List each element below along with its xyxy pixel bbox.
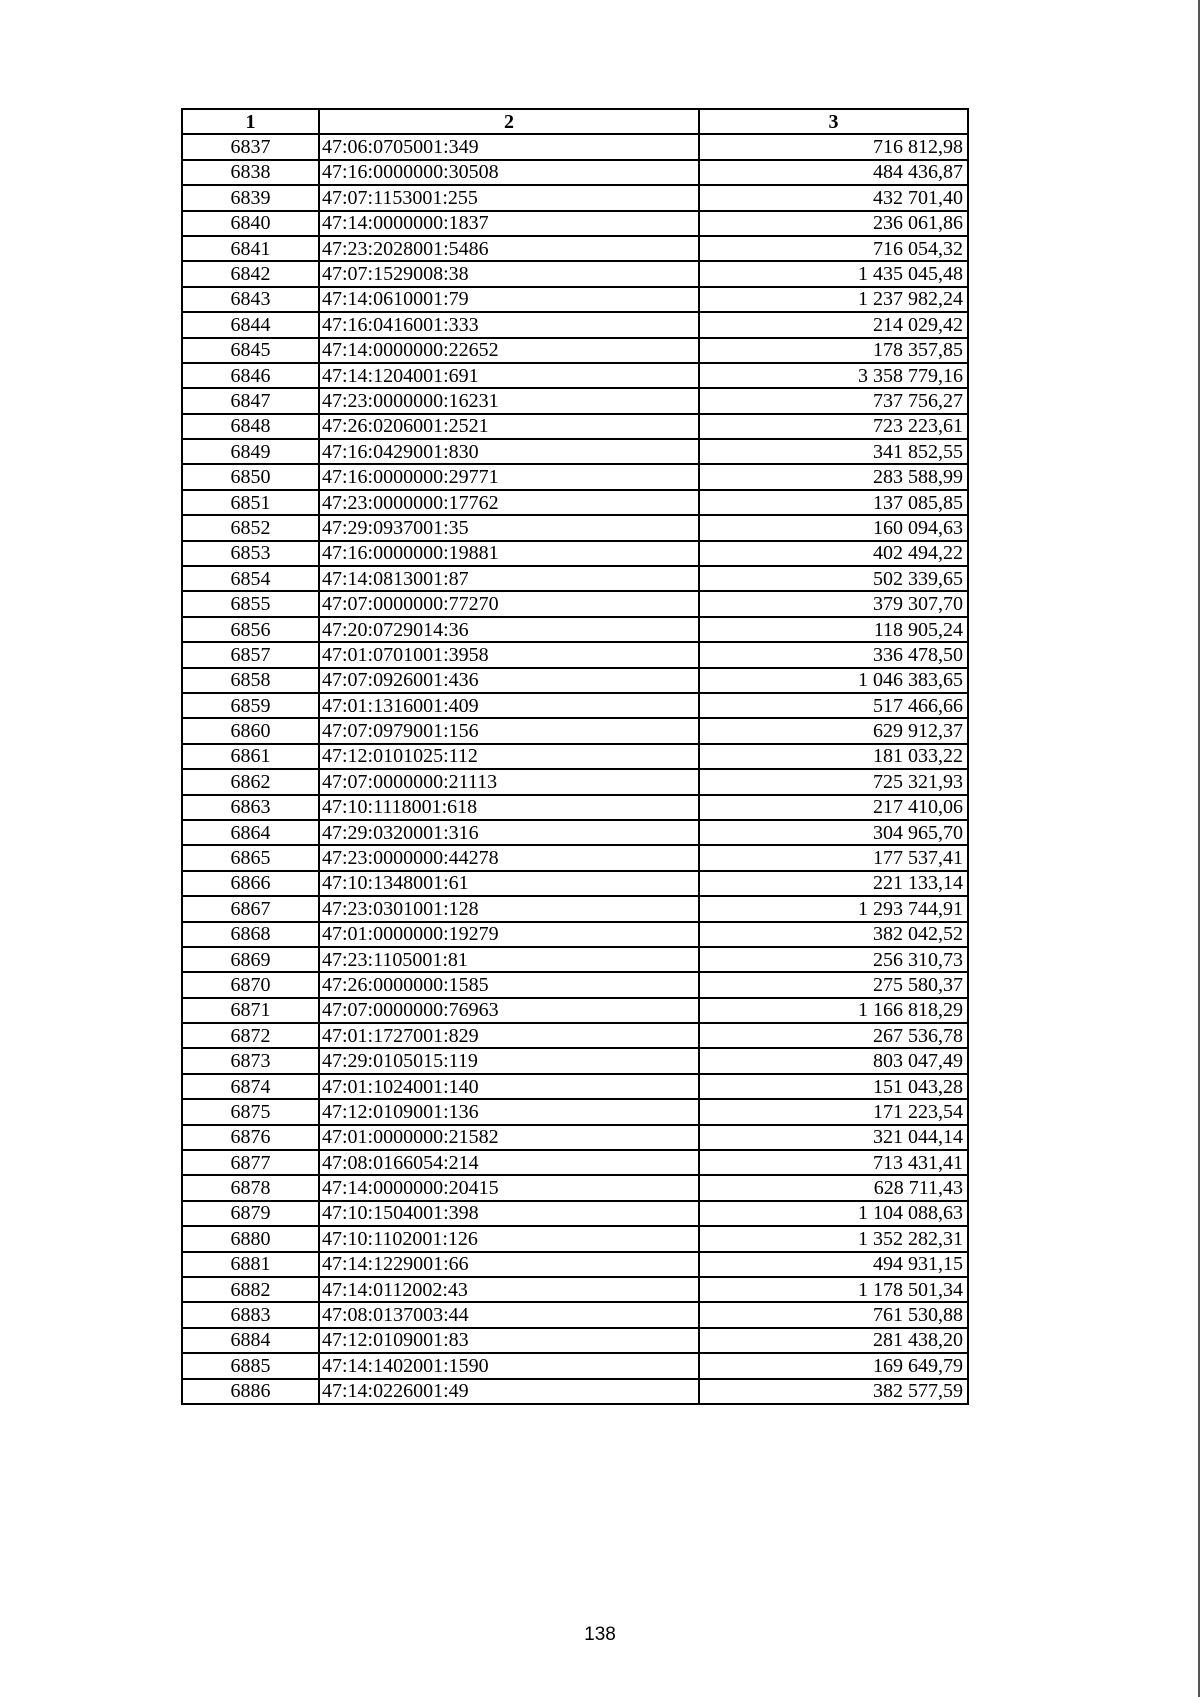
value-cell: 275 580,37 [699,972,968,997]
table-row [182,668,968,693]
row-number-cell: 6869 [182,947,319,972]
value-cell: 713 431,41 [699,1150,968,1175]
table-row [182,1226,968,1251]
table-row [182,1252,968,1277]
row-number-cell: 6858 [182,668,319,693]
data-table [181,108,969,1405]
value-cell: 382 577,59 [699,1379,968,1404]
table-row [182,1023,968,1048]
cadastral-number-cell: 47:01:1316001:409 [319,693,699,718]
table-row [182,185,968,210]
cadastral-number-cell: 47:20:0729014:36 [319,617,699,642]
row-number-cell: 6886 [182,1379,319,1404]
value-cell: 629 912,37 [699,718,968,743]
cadastral-number-cell: 47:29:0320001:316 [319,820,699,845]
row-number-cell: 6860 [182,718,319,743]
table-row [182,261,968,286]
table-row [182,871,968,896]
value-cell: 517 466,66 [699,693,968,718]
row-number-cell: 6846 [182,363,319,388]
table-row [182,795,968,820]
row-number-cell: 6851 [182,490,319,515]
cadastral-number-cell: 47:23:0301001:128 [319,896,699,921]
value-cell: 341 852,55 [699,439,968,464]
table-row [182,388,968,413]
value-cell: 160 094,63 [699,515,968,540]
value-cell: 382 042,52 [699,922,968,947]
value-cell: 502 339,65 [699,566,968,591]
row-number-cell: 6863 [182,795,319,820]
table-row [182,1277,968,1302]
value-cell: 1 166 818,29 [699,998,968,1023]
column-header-2: 2 [319,109,699,134]
row-number-cell: 6885 [182,1353,319,1378]
table-row [182,845,968,870]
cadastral-number-cell: 47:07:0979001:156 [319,718,699,743]
value-cell: 236 061,86 [699,211,968,236]
cadastral-number-cell: 47:10:1504001:398 [319,1201,699,1226]
cadastral-number-cell: 47:16:0000000:30508 [319,160,699,185]
cadastral-number-cell: 47:23:0000000:17762 [319,490,699,515]
row-number-cell: 6864 [182,820,319,845]
cadastral-number-cell: 47:14:1229001:66 [319,1252,699,1277]
table-row [182,464,968,489]
table-row [182,1201,968,1226]
cadastral-number-cell: 47:29:0105015:119 [319,1048,699,1073]
cadastral-number-cell: 47:01:0701001:3958 [319,642,699,667]
cadastral-number-cell: 47:14:1204001:691 [319,363,699,388]
value-cell: 761 530,88 [699,1302,968,1327]
row-number-cell: 6872 [182,1023,319,1048]
cadastral-number-cell: 47:12:0101025:112 [319,744,699,769]
table-row [182,414,968,439]
header-row [182,109,968,134]
table-row [182,363,968,388]
row-number-cell: 6880 [182,1226,319,1251]
value-cell: 181 033,22 [699,744,968,769]
column-header-1: 1 [182,109,319,134]
cadastral-number-cell: 47:10:1102001:126 [319,1226,699,1251]
cadastral-number-cell: 47:06:0705001:349 [319,134,699,159]
table-row [182,160,968,185]
cadastral-number-cell: 47:08:0137003:44 [319,1302,699,1327]
cadastral-number-cell: 47:12:0109001:83 [319,1328,699,1353]
value-cell: 432 701,40 [699,185,968,210]
row-number-cell: 6861 [182,744,319,769]
table-header [182,109,968,134]
value-cell: 1 293 744,91 [699,896,968,921]
cadastral-number-cell: 47:23:2028001:5486 [319,236,699,261]
table-row [182,236,968,261]
value-cell: 402 494,22 [699,541,968,566]
row-number-cell: 6859 [182,693,319,718]
value-cell: 725 321,93 [699,769,968,794]
cadastral-number-cell: 47:14:0000000:22652 [319,338,699,363]
table-row [182,566,968,591]
value-cell: 3 358 779,16 [699,363,968,388]
row-number-cell: 6877 [182,1150,319,1175]
table-row [182,490,968,515]
table-row [182,1150,968,1175]
value-cell: 1 435 045,48 [699,261,968,286]
value-cell: 1 104 088,63 [699,1201,968,1226]
cadastral-number-cell: 47:16:0000000:29771 [319,464,699,489]
cadastral-number-cell: 47:23:1105001:81 [319,947,699,972]
row-number-cell: 6841 [182,236,319,261]
row-number-cell: 6879 [182,1201,319,1226]
cadastral-number-cell: 47:07:1153001:255 [319,185,699,210]
row-number-cell: 6840 [182,211,319,236]
table-row [182,1099,968,1124]
table-row [182,718,968,743]
table-row [182,312,968,337]
cadastral-number-cell: 47:07:1529008:38 [319,261,699,286]
value-cell: 177 537,41 [699,845,968,870]
row-number-cell: 6845 [182,338,319,363]
value-cell: 1 046 383,65 [699,668,968,693]
value-cell: 217 410,06 [699,795,968,820]
cadastral-number-cell: 47:14:0610001:79 [319,287,699,312]
table-row [182,591,968,616]
value-cell: 321 044,14 [699,1125,968,1150]
table-row [182,439,968,464]
table-row [182,998,968,1023]
cadastral-number-cell: 47:29:0937001:35 [319,515,699,540]
value-cell: 737 756,27 [699,388,968,413]
value-cell: 221 133,14 [699,871,968,896]
row-number-cell: 6870 [182,972,319,997]
row-number-cell: 6884 [182,1328,319,1353]
value-cell: 281 438,20 [699,1328,968,1353]
table-row [182,1048,968,1073]
table-row [182,287,968,312]
value-cell: 336 478,50 [699,642,968,667]
cadastral-number-cell: 47:14:0000000:20415 [319,1175,699,1200]
cadastral-number-cell: 47:01:0000000:19279 [319,922,699,947]
row-number-cell: 6873 [182,1048,319,1073]
table-row [182,820,968,845]
value-cell: 267 536,78 [699,1023,968,1048]
row-number-cell: 6848 [182,414,319,439]
row-number-cell: 6850 [182,464,319,489]
row-number-cell: 6855 [182,591,319,616]
cadastral-number-cell: 47:10:1348001:61 [319,871,699,896]
value-cell: 169 649,79 [699,1353,968,1378]
cadastral-number-cell: 47:12:0109001:136 [319,1099,699,1124]
value-cell: 256 310,73 [699,947,968,972]
value-cell: 484 436,87 [699,160,968,185]
table-row [182,1175,968,1200]
row-number-cell: 6871 [182,998,319,1023]
row-number-cell: 6837 [182,134,319,159]
row-number-cell: 6878 [182,1175,319,1200]
table-row [182,541,968,566]
value-cell: 304 965,70 [699,820,968,845]
row-number-cell: 6868 [182,922,319,947]
value-cell: 1 352 282,31 [699,1226,968,1251]
table-row [182,211,968,236]
row-number-cell: 6847 [182,388,319,413]
value-cell: 379 307,70 [699,591,968,616]
row-number-cell: 6865 [182,845,319,870]
row-number-cell: 6866 [182,871,319,896]
table-row [182,1379,968,1404]
cadastral-number-cell: 47:14:1402001:1590 [319,1353,699,1378]
row-number-cell: 6857 [182,642,319,667]
table-row [182,1302,968,1327]
cadastral-number-cell: 47:14:0112002:43 [319,1277,699,1302]
value-cell: 283 588,99 [699,464,968,489]
row-number-cell: 6844 [182,312,319,337]
table-row [182,947,968,972]
row-number-cell: 6852 [182,515,319,540]
table-row [182,617,968,642]
row-number-cell: 6862 [182,769,319,794]
cadastral-number-cell: 47:07:0000000:77270 [319,591,699,616]
value-cell: 716 054,32 [699,236,968,261]
cadastral-number-cell: 47:07:0000000:76963 [319,998,699,1023]
table-row [182,922,968,947]
row-number-cell: 6854 [182,566,319,591]
table-row [182,972,968,997]
cadastral-number-cell: 47:26:0206001:2521 [319,414,699,439]
table-row [182,642,968,667]
row-number-cell: 6838 [182,160,319,185]
cadastral-number-cell: 47:23:0000000:16231 [319,388,699,413]
cadastral-number-cell: 47:01:1024001:140 [319,1074,699,1099]
cadastral-number-cell: 47:14:0813001:87 [319,566,699,591]
table-row [182,693,968,718]
value-cell: 178 357,85 [699,338,968,363]
value-cell: 723 223,61 [699,414,968,439]
value-cell: 1 178 501,34 [699,1277,968,1302]
value-cell: 118 905,24 [699,617,968,642]
cadastral-number-cell: 47:23:0000000:44278 [319,845,699,870]
table-row [182,515,968,540]
table-row [182,769,968,794]
row-number-cell: 6849 [182,439,319,464]
column-header-3: 3 [699,109,968,134]
row-number-cell: 6867 [182,896,319,921]
row-number-cell: 6856 [182,617,319,642]
cadastral-number-cell: 47:16:0429001:830 [319,439,699,464]
cadastral-number-cell: 47:07:0000000:21113 [319,769,699,794]
table-row [182,1353,968,1378]
cadastral-number-cell: 47:01:1727001:829 [319,1023,699,1048]
cadastral-number-cell: 47:10:1118001:618 [319,795,699,820]
cadastral-number-cell: 47:07:0926001:436 [319,668,699,693]
table-row [182,1074,968,1099]
row-number-cell: 6842 [182,261,319,286]
table-row [182,134,968,159]
row-number-cell: 6843 [182,287,319,312]
table-row [182,338,968,363]
cadastral-number-cell: 47:08:0166054:214 [319,1150,699,1175]
row-number-cell: 6882 [182,1277,319,1302]
value-cell: 214 029,42 [699,312,968,337]
value-cell: 1 237 982,24 [699,287,968,312]
value-cell: 716 812,98 [699,134,968,159]
value-cell: 151 043,28 [699,1074,968,1099]
value-cell: 494 931,15 [699,1252,968,1277]
value-cell: 137 085,85 [699,490,968,515]
table-row [182,896,968,921]
table-body [182,134,968,1404]
row-number-cell: 6876 [182,1125,319,1150]
cadastral-number-cell: 47:16:0416001:333 [319,312,699,337]
cadastral-number-cell: 47:01:0000000:21582 [319,1125,699,1150]
table-row [182,1328,968,1353]
row-number-cell: 6874 [182,1074,319,1099]
value-cell: 803 047,49 [699,1048,968,1073]
cadastral-number-cell: 47:26:0000000:1585 [319,972,699,997]
value-cell: 628 711,43 [699,1175,968,1200]
table-row [182,1125,968,1150]
row-number-cell: 6881 [182,1252,319,1277]
row-number-cell: 6839 [182,185,319,210]
row-number-cell: 6883 [182,1302,319,1327]
page-number: 138 [584,1624,616,1645]
cadastral-number-cell: 47:16:0000000:19881 [319,541,699,566]
cadastral-number-cell: 47:14:0226001:49 [319,1379,699,1404]
row-number-cell: 6853 [182,541,319,566]
cadastral-number-cell: 47:14:0000000:1837 [319,211,699,236]
table-row [182,744,968,769]
row-number-cell: 6875 [182,1099,319,1124]
value-cell: 171 223,54 [699,1099,968,1124]
